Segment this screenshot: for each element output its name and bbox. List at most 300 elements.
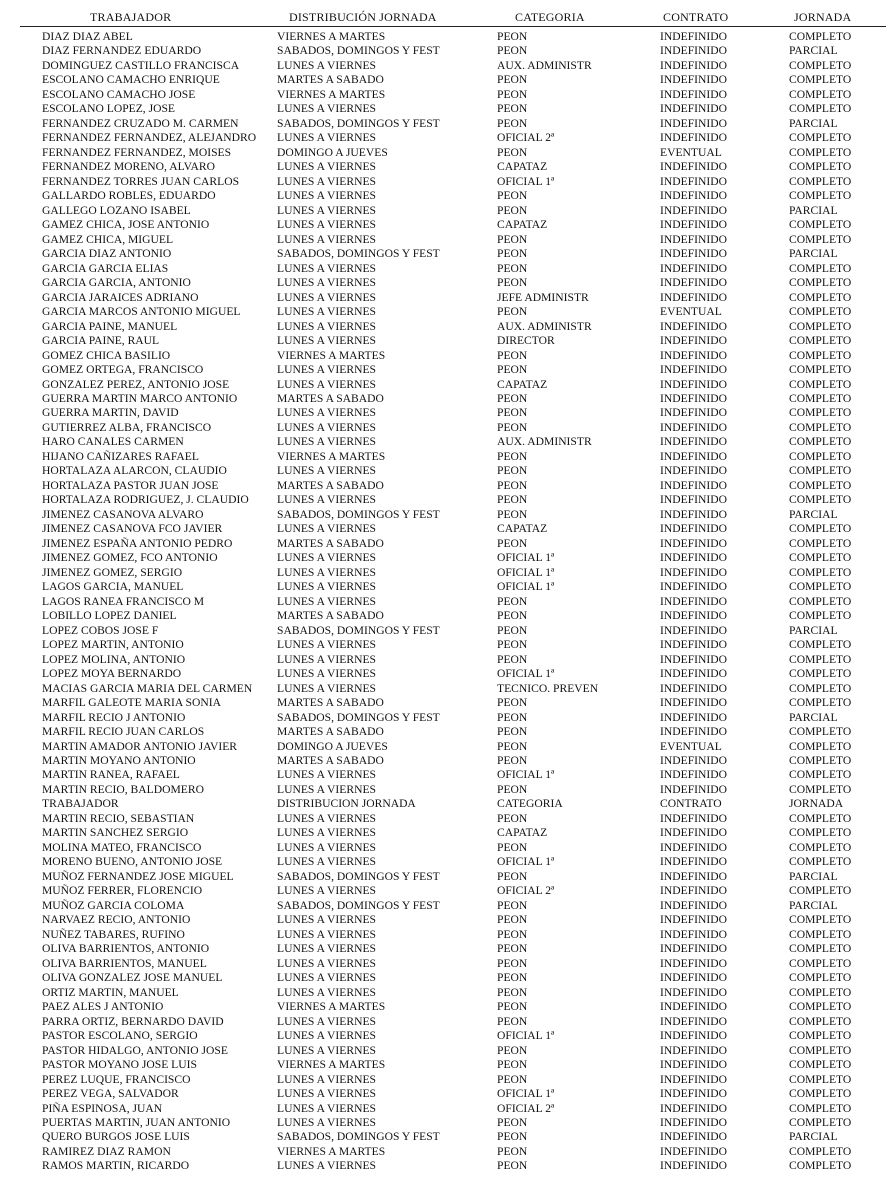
cell-worker: LOBILLO LOPEZ DANIEL — [42, 609, 177, 623]
cell-schedule: LUNES A VIERNES — [277, 956, 376, 970]
cell-category: PEON — [497, 754, 528, 767]
cell-workday: COMPLETO — [789, 261, 852, 275]
cell-contract: INDEFINIDO — [660, 1072, 727, 1086]
cell-contract: INDEFINIDO — [660, 203, 727, 217]
cell-workday: COMPLETO — [789, 73, 852, 87]
cell-category: PEON — [497, 478, 528, 492]
cell-category: PEON — [497, 420, 528, 434]
cell-contract: INDEFINIDO — [660, 160, 727, 174]
cell-category: PEON — [497, 536, 528, 550]
table-row — [0, 334, 896, 348]
cell-contract: INDEFINIDO — [660, 985, 727, 999]
cell-category: PEON — [497, 464, 528, 478]
cell-schedule: MARTES A SABADO — [277, 392, 384, 405]
cell-schedule: LUNES A VIERNES — [277, 131, 376, 145]
cell-schedule: LUNES A VIERNES — [277, 290, 376, 304]
cell-workday: PARCIAL — [789, 1130, 838, 1144]
table-row — [0, 378, 896, 392]
table-row — [0, 1116, 896, 1130]
table-row — [0, 522, 896, 536]
cell-worker: PUERTAS MARTIN, JUAN ANTONIO — [42, 1116, 231, 1129]
cell-schedule: LUNES A VIERNES — [277, 840, 376, 854]
cell-schedule: VIERNES A MARTES — [277, 449, 386, 463]
cell-category: PEON — [497, 44, 528, 58]
cell-worker: GARCIA JARAICES ADRIANO — [42, 290, 199, 304]
cell-schedule: SABADOS, DOMINGOS Y FEST — [277, 507, 440, 521]
cell-worker: PAEZ ALES J ANTONIO — [42, 1000, 164, 1014]
cell-schedule: LUNES A VIERNES — [277, 1116, 376, 1129]
table-row — [0, 1015, 896, 1029]
cell-category: TECNICO. PREVEN — [497, 681, 599, 695]
cell-schedule: MARTES A SABADO — [277, 536, 384, 550]
table-row — [0, 1130, 896, 1144]
cell-contract: EVENTUAL — [660, 739, 722, 753]
cell-schedule: VIERNES A MARTES — [277, 1058, 386, 1072]
cell-worker: PARRA ORTIZ, BERNARDO DAVID — [42, 1014, 224, 1028]
cell-worker: NUÑEZ TABARES, RUFINO — [42, 927, 185, 941]
table-row — [0, 812, 896, 826]
cell-contract: INDEFINIDO — [660, 536, 727, 550]
cell-schedule: LUNES A VIERNES — [277, 985, 376, 999]
cell-category: PEON — [497, 87, 528, 101]
cell-schedule: VIERNES A MARTES — [277, 87, 386, 101]
cell-schedule: SABADOS, DOMINGOS Y FEST — [277, 898, 440, 912]
cell-worker: LAGOS GARCIA, MANUEL — [42, 580, 184, 594]
cell-worker: GARCIA PAINE, MANUEL — [42, 319, 178, 333]
cell-schedule: LUNES A VIERNES — [277, 768, 376, 782]
cell-contract: INDEFINIDO — [660, 493, 727, 507]
cell-workday: COMPLETO — [789, 160, 852, 174]
cell-category: PEON — [497, 1000, 528, 1014]
cell-category: PEON — [497, 985, 528, 999]
cell-schedule: MARTES A SABADO — [277, 478, 384, 492]
cell-worker: GUERRA MARTIN MARCO ANTONIO — [42, 392, 238, 405]
cell-worker: RAMOS MARTIN, RICARDO — [42, 1159, 190, 1173]
cell-contract: INDEFINIDO — [660, 811, 727, 825]
cell-category: CAPATAZ — [497, 522, 548, 536]
cell-contract: INDEFINIDO — [660, 580, 727, 594]
cell-schedule: LUNES A VIERNES — [277, 435, 376, 449]
cell-workday: COMPLETO — [789, 189, 852, 203]
cell-schedule: LUNES A VIERNES — [277, 363, 376, 377]
cell-category: OFICIAL 1ª — [497, 1087, 555, 1101]
table-row — [0, 349, 896, 363]
cell-schedule: LUNES A VIERNES — [277, 420, 376, 434]
table-row — [0, 233, 896, 247]
table-row — [0, 638, 896, 652]
cell-contract: INDEFINIDO — [660, 1058, 727, 1072]
table-row — [0, 1159, 896, 1173]
cell-schedule: LUNES A VIERNES — [277, 174, 376, 188]
cell-contract: INDEFINIDO — [660, 522, 727, 536]
cell-contract: INDEFINIDO — [660, 464, 727, 478]
cell-workday: COMPLETO — [789, 768, 852, 782]
cell-worker: GAMEZ CHICA, JOSE ANTONIO — [42, 218, 210, 232]
cell-workday: COMPLETO — [789, 305, 852, 319]
cell-worker: GAMEZ CHICA, MIGUEL — [42, 232, 174, 246]
table-row — [0, 508, 896, 522]
table-row — [0, 204, 896, 218]
cell-workday: COMPLETO — [789, 58, 852, 72]
cell-workday: COMPLETO — [789, 884, 852, 898]
cell-schedule: LUNES A VIERNES — [277, 826, 376, 840]
cell-workday: COMPLETO — [789, 985, 852, 999]
cell-contract: INDEFINIDO — [660, 392, 727, 405]
cell-category: DIRECTOR — [497, 334, 555, 348]
table-row — [0, 595, 896, 609]
table-row — [0, 768, 896, 782]
cell-worker: HORTALAZA ALARCON, CLAUDIO — [42, 464, 227, 478]
cell-worker: MUÑOZ FERRER, FLORENCIO — [42, 884, 203, 898]
cell-category: PEON — [497, 1130, 528, 1144]
header-category: CATEGORIA — [515, 10, 585, 24]
table-row — [0, 175, 896, 189]
table-row — [0, 725, 896, 739]
cell-schedule: LUNES A VIERNES — [277, 203, 376, 217]
table-row — [0, 667, 896, 681]
cell-category: PEON — [497, 956, 528, 970]
cell-worker: JIMENEZ ESPAÑA ANTONIO PEDRO — [42, 536, 233, 550]
table-row — [0, 1029, 896, 1043]
table-row — [0, 218, 896, 232]
cell-contract: INDEFINIDO — [660, 73, 727, 87]
cell-schedule: LUNES A VIERNES — [277, 406, 376, 420]
cell-worker: FERNANDEZ FERNANDEZ, MOISES — [42, 145, 232, 159]
cell-category: PEON — [497, 363, 528, 377]
cell-contract: INDEFINIDO — [660, 884, 727, 898]
cell-category: OFICIAL 1ª — [497, 580, 555, 594]
cell-category: PEON — [497, 30, 528, 43]
cell-schedule: LUNES A VIERNES — [277, 160, 376, 174]
cell-category: PEON — [497, 898, 528, 912]
cell-schedule: LUNES A VIERNES — [277, 1087, 376, 1101]
cell-schedule: LUNES A VIERNES — [277, 638, 376, 652]
cell-category: PEON — [497, 1058, 528, 1072]
cell-worker: PASTOR HIDALGO, ANTONIO JOSE — [42, 1043, 228, 1057]
table-row — [0, 580, 896, 594]
cell-worker: MARFIL RECIO JUAN CARLOS — [42, 725, 205, 739]
cell-schedule: LUNES A VIERNES — [277, 1014, 376, 1028]
cell-workday: COMPLETO — [789, 102, 852, 116]
table-row — [0, 913, 896, 927]
table-row — [0, 146, 896, 160]
cell-schedule: LUNES A VIERNES — [277, 652, 376, 666]
cell-worker: GARCIA MARCOS ANTONIO MIGUEL — [42, 305, 241, 319]
table-row — [0, 884, 896, 898]
cell-workday: COMPLETO — [789, 1058, 852, 1072]
cell-workday: COMPLETO — [789, 232, 852, 246]
cell-schedule: LUNES A VIERNES — [277, 305, 376, 319]
cell-worker: LAGOS RANEA FRANCISCO M — [42, 594, 205, 608]
cell-contract: INDEFINIDO — [660, 44, 727, 58]
cell-worker: MARTIN AMADOR ANTONIO JAVIER — [42, 739, 238, 753]
cell-workday: PARCIAL — [789, 247, 838, 261]
cell-category: PEON — [497, 348, 528, 362]
cell-contract: INDEFINIDO — [660, 869, 727, 883]
table-row — [0, 783, 896, 797]
cell-contract: INDEFINIDO — [660, 420, 727, 434]
table-row — [0, 262, 896, 276]
cell-category: PEON — [497, 73, 528, 87]
cell-workday: COMPLETO — [789, 1116, 852, 1129]
table-row — [0, 609, 896, 623]
table-row — [0, 1145, 896, 1159]
cell-contract: INDEFINIDO — [660, 1029, 727, 1043]
cell-schedule: SABADOS, DOMINGOS Y FEST — [277, 247, 440, 261]
cell-workday: COMPLETO — [789, 536, 852, 550]
table-row — [0, 826, 896, 840]
cell-schedule: MARTES A SABADO — [277, 725, 384, 739]
table-row — [0, 291, 896, 305]
cell-contract: INDEFINIDO — [660, 681, 727, 695]
cell-contract: INDEFINIDO — [660, 30, 727, 43]
cell-category: CAPATAZ — [497, 377, 548, 391]
table-row — [0, 305, 896, 319]
cell-schedule: MARTES A SABADO — [277, 696, 384, 710]
cell-schedule: LUNES A VIERNES — [277, 1072, 376, 1086]
cell-workday: COMPLETO — [789, 1014, 852, 1028]
cell-category: PEON — [497, 652, 528, 666]
cell-contract: INDEFINIDO — [660, 319, 727, 333]
cell-category: PEON — [497, 696, 528, 710]
cell-workday: PARCIAL — [789, 44, 838, 58]
table-row — [0, 797, 896, 811]
cell-contract: INDEFINIDO — [660, 1000, 727, 1014]
cell-workday: COMPLETO — [789, 826, 852, 840]
cell-schedule: LUNES A VIERNES — [277, 464, 376, 478]
table-row — [0, 711, 896, 725]
table-row — [0, 1058, 896, 1072]
cell-worker: OLIVA BARRIENTOS, ANTONIO — [42, 942, 210, 956]
cell-worker: HARO CANALES CARMEN — [42, 435, 184, 449]
table-row — [0, 392, 896, 406]
cell-category: OFICIAL 2ª — [497, 1101, 555, 1115]
cell-worker: MUÑOZ FERNANDEZ JOSE MIGUEL — [42, 869, 234, 883]
table-row — [0, 117, 896, 131]
cell-category: OFICIAL 1ª — [497, 855, 555, 869]
cell-worker: PASTOR ESCOLANO, SERGIO — [42, 1029, 198, 1043]
cell-workday: COMPLETO — [789, 1072, 852, 1086]
table-row — [0, 464, 896, 478]
cell-schedule: MARTES A SABADO — [277, 754, 384, 767]
table-row — [0, 189, 896, 203]
cell-category: PEON — [497, 1072, 528, 1086]
cell-category: PEON — [497, 305, 528, 319]
cell-contract: INDEFINIDO — [660, 189, 727, 203]
cell-category: PEON — [497, 782, 528, 796]
cell-worker: HORTALAZA PASTOR JUAN JOSE — [42, 478, 219, 492]
cell-category: PEON — [497, 594, 528, 608]
cell-schedule: SABADOS, DOMINGOS Y FEST — [277, 710, 440, 724]
cell-workday: COMPLETO — [789, 1000, 852, 1014]
cell-contract: INDEFINIDO — [660, 507, 727, 521]
cell-worker: ESCOLANO CAMACHO JOSE — [42, 87, 196, 101]
table-row — [0, 160, 896, 174]
cell-worker: DIAZ FERNANDEZ EDUARDO — [42, 44, 202, 58]
cell-schedule: MARTES A SABADO — [277, 73, 384, 87]
cell-contract: INDEFINIDO — [660, 435, 727, 449]
cell-workday: COMPLETO — [789, 131, 852, 145]
cell-workday: COMPLETO — [789, 334, 852, 348]
cell-workday: PARCIAL — [789, 869, 838, 883]
cell-category: CAPATAZ — [497, 160, 548, 174]
cell-worker: MARFIL RECIO J ANTONIO — [42, 710, 186, 724]
cell-contract: INDEFINIDO — [660, 348, 727, 362]
cell-workday: PARCIAL — [789, 898, 838, 912]
cell-workday: COMPLETO — [789, 363, 852, 377]
cell-workday: COMPLETO — [789, 1087, 852, 1101]
cell-workday: COMPLETO — [789, 840, 852, 854]
cell-schedule: VIERNES A MARTES — [277, 30, 386, 43]
cell-workday: COMPLETO — [789, 290, 852, 304]
table-row — [0, 363, 896, 377]
cell-contract: INDEFINIDO — [660, 782, 727, 796]
cell-workday: COMPLETO — [789, 913, 852, 927]
cell-contract: INDEFINIDO — [660, 116, 727, 130]
cell-worker: MOLINA MATEO, FRANCISCO — [42, 840, 202, 854]
cell-category: PEON — [497, 840, 528, 854]
cell-schedule: LUNES A VIERNES — [277, 942, 376, 956]
cell-contract: INDEFINIDO — [660, 855, 727, 869]
cell-category: PEON — [497, 276, 528, 290]
cell-worker: GALLARDO ROBLES, EDUARDO — [42, 189, 216, 203]
cell-category: PEON — [497, 1116, 528, 1129]
cell-schedule: SABADOS, DOMINGOS Y FEST — [277, 1130, 440, 1144]
cell-worker: MARTIN RANEA, RAFAEL — [42, 768, 180, 782]
cell-workday: PARCIAL — [789, 116, 838, 130]
cell-worker: MARFIL GALEOTE MARIA SONIA — [42, 696, 221, 710]
cell-schedule: LUNES A VIERNES — [277, 334, 376, 348]
cell-contract: INDEFINIDO — [660, 754, 727, 767]
header-rule — [20, 26, 886, 27]
cell-worker: HIJANO CAÑIZARES RAFAEL — [42, 449, 199, 463]
cell-worker: MARTIN MOYANO ANTONIO — [42, 754, 196, 767]
cell-contract: INDEFINIDO — [660, 1159, 727, 1173]
cell-workday: COMPLETO — [789, 218, 852, 232]
cell-workday: COMPLETO — [789, 811, 852, 825]
table-row — [0, 855, 896, 869]
cell-worker: MARTIN SANCHEZ SERGIO — [42, 826, 189, 840]
cell-worker: OLIVA GONZALEZ JOSE MANUEL — [42, 971, 223, 985]
cell-schedule: LUNES A VIERNES — [277, 811, 376, 825]
cell-worker: MARTIN RECIO, BALDOMERO — [42, 782, 204, 796]
cell-contract: INDEFINIDO — [660, 913, 727, 927]
cell-contract: INDEFINIDO — [660, 667, 727, 681]
cell-schedule: LUNES A VIERNES — [277, 1159, 376, 1173]
cell-schedule: LUNES A VIERNES — [277, 782, 376, 796]
cell-category: PEON — [497, 1144, 528, 1158]
cell-workday: COMPLETO — [789, 551, 852, 565]
cell-worker: MORENO BUENO, ANTONIO JOSE — [42, 855, 223, 869]
cell-category: OFICIAL 2ª — [497, 131, 555, 145]
cell-schedule: LUNES A VIERNES — [277, 681, 376, 695]
table-row — [0, 435, 896, 449]
cell-schedule: LUNES A VIERNES — [277, 377, 376, 391]
cell-workday: COMPLETO — [789, 1144, 852, 1158]
cell-category: CATEGORIA — [497, 797, 563, 811]
cell-contract: INDEFINIDO — [660, 1116, 727, 1129]
cell-worker: RAMIREZ DIAZ RAMON — [42, 1144, 171, 1158]
cell-contract: INDEFINIDO — [660, 478, 727, 492]
cell-schedule: LUNES A VIERNES — [277, 551, 376, 565]
table-row — [0, 986, 896, 1000]
cell-schedule: LUNES A VIERNES — [277, 927, 376, 941]
cell-schedule: LUNES A VIERNES — [277, 102, 376, 116]
cell-schedule: SABADOS, DOMINGOS Y FEST — [277, 623, 440, 637]
cell-contract: INDEFINIDO — [660, 131, 727, 145]
table-row — [0, 653, 896, 667]
cell-worker: HORTALAZA RODRIGUEZ, J. CLAUDIO — [42, 493, 249, 507]
cell-workday: PARCIAL — [789, 203, 838, 217]
header-schedule: DISTRIBUCIÓN JORNADA — [289, 10, 437, 24]
cell-workday: COMPLETO — [789, 319, 852, 333]
cell-category: JEFE ADMINISTR — [497, 290, 589, 304]
table-row — [0, 421, 896, 435]
cell-contract: INDEFINIDO — [660, 102, 727, 116]
cell-schedule: LUNES A VIERNES — [277, 276, 376, 290]
cell-workday: COMPLETO — [789, 594, 852, 608]
cell-contract: INDEFINIDO — [660, 377, 727, 391]
cell-workday: COMPLETO — [789, 406, 852, 420]
cell-contract: INDEFINIDO — [660, 971, 727, 985]
cell-workday: COMPLETO — [789, 377, 852, 391]
table-row — [0, 1000, 896, 1014]
cell-worker: GARCIA PAINE, RAUL — [42, 334, 160, 348]
cell-workday: COMPLETO — [789, 478, 852, 492]
table-row — [0, 44, 896, 58]
table-row — [0, 102, 896, 116]
cell-worker: JIMENEZ CASANOVA ALVARO — [42, 507, 204, 521]
table-row — [0, 1044, 896, 1058]
cell-category: PEON — [497, 406, 528, 420]
cell-category: PEON — [497, 811, 528, 825]
table-row — [0, 1073, 896, 1087]
cell-contract: INDEFINIDO — [660, 638, 727, 652]
cell-workday: PARCIAL — [789, 623, 838, 637]
cell-category: OFICIAL 1ª — [497, 768, 555, 782]
cell-workday: COMPLETO — [789, 420, 852, 434]
cell-contract: INDEFINIDO — [660, 551, 727, 565]
cell-schedule: LUNES A VIERNES — [277, 565, 376, 579]
cell-category: OFICIAL 1ª — [497, 1029, 555, 1043]
cell-worker: MARTIN RECIO, SEBASTIAN — [42, 811, 195, 825]
cell-contract: INDEFINIDO — [660, 826, 727, 840]
cell-category: PEON — [497, 116, 528, 130]
cell-workday: COMPLETO — [789, 1043, 852, 1057]
cell-worker: MACIAS GARCIA MARIA DEL CARMEN — [42, 681, 253, 695]
cell-category: PEON — [497, 638, 528, 652]
cell-contract: INDEFINIDO — [660, 840, 727, 854]
cell-workday: COMPLETO — [789, 739, 852, 753]
cell-category: PEON — [497, 623, 528, 637]
cell-schedule: LUNES A VIERNES — [277, 218, 376, 232]
table-row — [0, 88, 896, 102]
cell-schedule: VIERNES A MARTES — [277, 1000, 386, 1014]
cell-worker: MUÑOZ GARCIA COLOMA — [42, 898, 185, 912]
cell-contract: INDEFINIDO — [660, 623, 727, 637]
cell-workday: COMPLETO — [789, 609, 852, 623]
cell-category: PEON — [497, 1014, 528, 1028]
table-row — [0, 740, 896, 754]
cell-category: PEON — [497, 609, 528, 623]
cell-contract: INDEFINIDO — [660, 58, 727, 72]
cell-worker: FERNANDEZ MORENO, ALVARO — [42, 160, 215, 174]
cell-workday: COMPLETO — [789, 956, 852, 970]
cell-schedule: LUNES A VIERNES — [277, 58, 376, 72]
cell-contract: EVENTUAL — [660, 145, 722, 159]
cell-workday: COMPLETO — [789, 87, 852, 101]
cell-contract: INDEFINIDO — [660, 334, 727, 348]
